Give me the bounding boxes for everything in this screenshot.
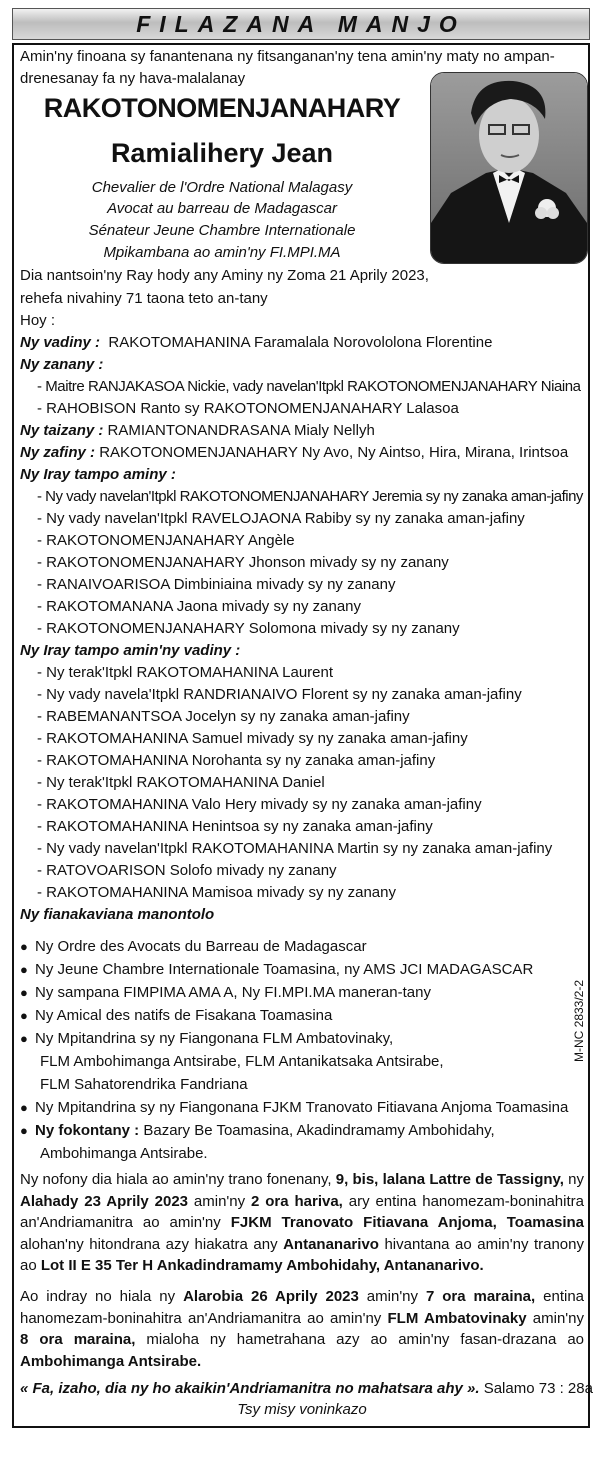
organization-item: ● Ny Ordre des Avocats du Barreau de Madagascar <box>35 937 367 956</box>
iray-tampo-aminy-item: - Ny vady navelan'Itpkl RAVELOJAONA Rabiby sy ny zanaka aman-jafiny <box>37 510 525 527</box>
header-title: FILAZANA MANJO <box>136 11 466 37</box>
fokontany-row <box>35 1121 495 1140</box>
fokontany-label: Ny fokontany : <box>35 1122 140 1139</box>
funeral-p1-segment: Lot II E 35 Ter H Ankadindramamy Ambohidahy, Antananarivo. <box>40 1257 484 1274</box>
funeral-p1-segment: alohan'ny hitondrana azy hiakatra any <box>20 1235 284 1253</box>
iray-tampo-aminy-item: - Ny vady navelan'Itpkl RAKOTONOMENJANAHARY Jeremia sy ny zanaka aman-jafiny <box>37 488 583 505</box>
death-notice-line-1: Dia nantsoin'ny Ray hody any Aminy ny Zoma 21 Aprily 2023, <box>20 267 429 284</box>
deceased-surname: RAKOTONOMENJANAHARY <box>43 93 401 123</box>
organization-item: ● Ny Amical des natifs de Fisakana Toamasina <box>35 1006 332 1025</box>
funeral-p2-segment: Ao indray no hiala ny <box>20 1288 184 1305</box>
funeral-p2-segment: entina hanomezam-boninahitra an'Andriamanitra ao amin'ny <box>20 1288 584 1327</box>
taizany-value: RAMIANTONANDRASANA Mialy Nellyh <box>107 422 375 439</box>
organization-item: ● Ny sampana FIMPIMA AMA A, Ny FI.MPI.MA maneran-tany <box>35 983 431 1002</box>
fokontany-line-2: Ambohimanga Antsirabe. <box>40 1145 208 1162</box>
mpitandrina-flm-line-1: ● Ny Mpitandrina sy ny Fiangonana FLM Ambatovinaky, <box>35 1029 393 1048</box>
iray-tampo-vadiny-item: - RABEMANANTSOA Jocelyn sy ny zanaka aman-jafiny <box>37 708 410 725</box>
iray-tampo-aminy-item: - RAKOTONOMENJANAHARY Angèle <box>37 532 295 549</box>
deceased-title-4: Mpikambana ao amin'ny FI.MPI.MA <box>103 244 341 261</box>
iray-tampo-vadiny-item: - RAKOTOMAHANINA Norohanta sy ny zanaka aman-jafiny <box>37 752 436 769</box>
organization-item: ● Ny Jeune Chambre Internationale Toamasina, ny AMS JCI MADAGASCAR <box>35 960 533 979</box>
intro-line-1: Amin'ny finoana sy fanantenana ny fitsanganan'ny tena amin'ny maty no ampan- <box>20 48 555 65</box>
funeral-p2-segment: amin'ny <box>526 1309 584 1327</box>
funeral-p1-segment: 2 ora hariva, <box>251 1192 343 1210</box>
funeral-p2-segment: mialoha ny hametrahana azy ao amin'ny fasan-drazana ao <box>135 1331 584 1348</box>
deceased-title-2: Avocat au barreau de Madagascar <box>107 200 337 217</box>
vady-row <box>20 333 492 352</box>
funeral-p2-segment: 7 ora maraina, <box>425 1288 536 1305</box>
fianakaviana-label: Ny fianakaviana manontolo <box>20 906 215 923</box>
iray-tampo-vadiny-item: - RAKOTOMAHANINA Mamisoa mivady sy ny zanany <box>37 884 396 901</box>
iray-tampo-aminy-label: Ny Iray tampo aminy : <box>20 466 176 483</box>
vady-value: RAKOTOMAHANINA Faramalala Norovololona Florentine <box>108 334 493 351</box>
funeral-paragraph-1 <box>20 1169 584 1277</box>
iray-tampo-vadiny-item: - Ny terak'Itpkl RAKOTOMAHANINA Daniel <box>37 774 325 791</box>
vady-label: Ny vadiny : <box>20 334 101 351</box>
iray-tampo-vadiny-item: - Ny terak'Itpkl RAKOTOMAHANINA Laurent <box>37 664 334 681</box>
iray-tampo-vadiny-item: - Ny vady navela'Itpkl RANDRIANAIVO Florent sy ny zanaka aman-jafiny <box>37 686 522 703</box>
mpitandrina-flm-line-2: FLM Ambohimanga Antsirabe, FLM Antanikatsaka Antsirabe, <box>40 1053 444 1070</box>
funeral-p1-segment: amin'ny <box>188 1192 252 1210</box>
funeral-p1-segment: Alahady 23 Aprily 2023 <box>20 1192 189 1210</box>
funeral-p1-segment: 9, bis, lalana Lattre de Tassigny, <box>335 1171 564 1188</box>
footer-note: Tsy misy voninkazo <box>237 1401 367 1418</box>
mpitandrina-fjkm: ● Ny Mpitandrina sy ny Fiangonana FJKM Tranovato Fitiavana Anjoma Toamasina <box>35 1098 568 1117</box>
funeral-p1-segment: Antananarivo <box>283 1235 379 1253</box>
iray-tampo-aminy-item: - RAKOTONOMENJANAHARY Jhonson mivady sy ny zanany <box>37 554 449 571</box>
deceased-title-3: Sénateur Jeune Chambre Internationale <box>88 222 356 239</box>
taizany-row <box>20 421 375 440</box>
funeral-p2-segment: FLM Ambatovinaky <box>387 1309 527 1327</box>
iray-tampo-vadiny-item: - RAKOTOMAHANINA Henintsoa sy ny zanaka aman-jafiny <box>37 818 433 835</box>
zafiny-label: Ny zafiny : <box>20 444 96 461</box>
zafiny-value: RAKOTONOMENJANAHARY Ny Avo, Ny Aintso, Hira, Mirana, Irintsoa <box>99 444 569 461</box>
iray-tampo-vadiny-item: - RAKOTOMAHANINA Valo Hery mivady sy ny zanaka aman-jafiny <box>37 796 482 813</box>
iray-tampo-aminy-item: - RAKOTOMANANA Jaona mivady sy ny zanany <box>37 598 362 615</box>
verse-line <box>20 1379 593 1398</box>
funeral-p2-segment: amin'ny <box>358 1288 426 1305</box>
iray-tampo-vadiny-item: - RAKOTOMAHANINA Samuel mivady sy ny zanaka aman-jafiny <box>37 730 468 747</box>
iray-tampo-vadiny-item: - Ny vady navelan'Itpkl RAKOTOMAHANINA Martin sy ny zanaka aman-jafiny <box>37 840 553 857</box>
zanany-label: Ny zanany : <box>20 356 104 373</box>
iray-tampo-aminy-item: - RANAIVOARISOA Dimbiniaina mivady sy ny zanany <box>37 576 396 593</box>
funeral-p2-segment: Alarobia 26 Aprily 2023 <box>183 1288 359 1305</box>
iray-tampo-aminy-item: - RAKOTONOMENJANAHARY Solomona mivady sy ny zanany <box>37 620 460 637</box>
verse-quote: « Fa, izaho, dia ny ho akaikin'Andriamanitra no mahatsara ahy ». <box>20 1380 480 1397</box>
zanany-item: - RAHOBISON Ranto sy RAKOTONOMENJANAHARY Lalasoa <box>37 400 459 417</box>
zanany-item: - Maitre RANJAKASOA Nickie, vady navelan'Itpkl RAKOTONOMENJANAHARY Niaina <box>37 378 581 395</box>
deceased-title-1: Chevalier de l'Ordre National Malagasy <box>91 179 353 196</box>
funeral-paragraph-2 <box>20 1286 584 1372</box>
iray-tampo-vadiny-item: - RATOVOARISON Solofo mivady ny zanany <box>37 862 337 879</box>
funeral-p2-segment: Ambohimanga Antsirabe. <box>20 1352 202 1370</box>
funeral-p1-segment: ny <box>563 1171 584 1188</box>
taizany-label: Ny taizany : <box>20 422 104 439</box>
funeral-p1-segment: hivantana ao amin'ny tranony ao <box>20 1235 584 1274</box>
notice-header <box>12 8 590 40</box>
fokontany-value: Bazary Be Toamasina, Akadindramamy Ambohidahy, <box>143 1122 495 1139</box>
verse-reference: Salamo 73 : 28a <box>479 1380 593 1397</box>
iray-tampo-vadiny-label: Ny Iray tampo amin'ny vadiny : <box>20 642 241 659</box>
funeral-p2-segment: 8 ora maraina, <box>20 1331 136 1348</box>
intro-line-2: drenesanay fa ny hava-malalanay <box>20 70 246 87</box>
funeral-p1-segment: ary entina hanomezam-boninahitra an'Andriamanitra ao amin'ny <box>20 1192 584 1231</box>
zafiny-row <box>20 443 568 462</box>
deceased-given-name: Ramialihery Jean <box>110 138 334 168</box>
side-reference: M-NC 2833/2-2 <box>572 979 586 1062</box>
portrait-photo <box>430 72 588 264</box>
mpitandrina-flm-line-3: FLM Sahatorendrika Fandriana <box>40 1076 248 1093</box>
funeral-p1-segment: FJKM Tranovato Fitiavana Anjoma, Toamasina <box>230 1214 584 1231</box>
hoy-label: Hoy : <box>20 312 56 329</box>
death-notice-line-2: rehefa nivahiny 71 taona teto an-tany <box>20 290 268 307</box>
funeral-p1-segment: Ny nofony dia hiala ao amin'ny trano fonenany, <box>20 1171 336 1188</box>
